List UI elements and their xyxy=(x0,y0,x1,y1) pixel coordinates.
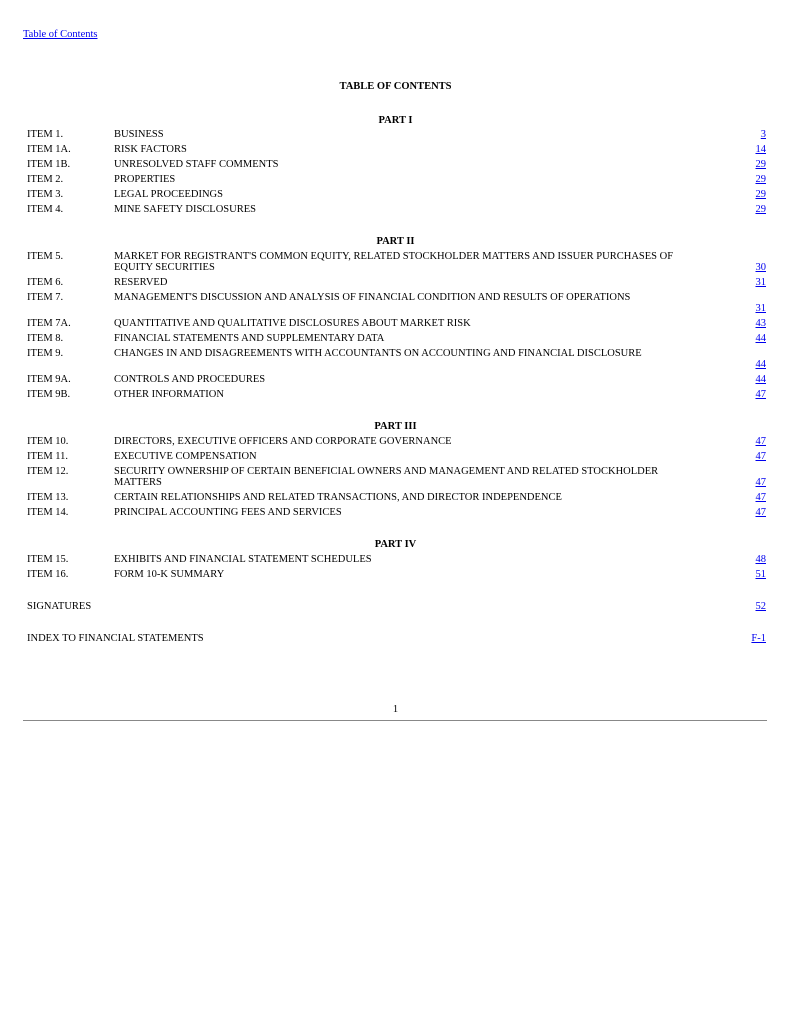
item-number: ITEM 15. xyxy=(27,554,69,565)
item-number: ITEM 1. xyxy=(27,129,64,140)
part-iv-heading: PART IV xyxy=(374,539,417,550)
page-link[interactable]: 47 xyxy=(755,389,766,400)
page-link[interactable]: 30 xyxy=(755,262,766,273)
page-number: 1 xyxy=(392,704,399,715)
item-title: BUSINESS xyxy=(114,129,164,140)
item-title: MANAGEMENT'S DISCUSSION AND ANALYSIS OF FINANCIAL CONDITION AND RESULTS OF OPERATIONS xyxy=(114,292,631,303)
page-link[interactable]: 47 xyxy=(755,492,766,503)
page-link[interactable]: 44 xyxy=(755,333,766,344)
item-title: RESERVED xyxy=(114,277,168,288)
item-number: ITEM 4. xyxy=(27,204,64,215)
item-title: PROPERTIES xyxy=(114,174,176,185)
page-link[interactable]: 47 xyxy=(755,507,766,518)
item-title: CERTAIN RELATIONSHIPS AND RELATED TRANSACTIONS, AND DIRECTOR INDEPENDENCE xyxy=(114,492,562,503)
item-title: EXECUTIVE COMPENSATION xyxy=(114,451,257,462)
page-link[interactable]: 48 xyxy=(755,554,766,565)
item-number: ITEM 14. xyxy=(27,507,69,518)
page-link[interactable]: 47 xyxy=(755,436,766,447)
item-title: SECURITY OWNERSHIP OF CERTAIN BENEFICIAL OWNERS AND MANAGEMENT AND RELATED STOCKHOLDER MATTERS xyxy=(114,466,659,488)
part-iii-heading: PART III xyxy=(374,421,417,432)
item-title: QUANTITATIVE AND QUALITATIVE DISCLOSURES ABOUT MARKET RISK xyxy=(114,318,471,329)
page-link[interactable]: 31 xyxy=(755,277,766,288)
item-title: UNRESOLVED STAFF COMMENTS xyxy=(114,159,279,170)
item-title: FINANCIAL STATEMENTS AND SUPPLEMENTARY DATA xyxy=(114,333,385,344)
page-link[interactable]: 43 xyxy=(755,318,766,329)
page-title: TABLE OF CONTENTS xyxy=(339,81,452,92)
item-title: RISK FACTORS xyxy=(114,144,187,155)
item-number: ITEM 11. xyxy=(27,451,69,462)
item-number: ITEM 3. xyxy=(27,189,64,200)
item-title: FORM 10-K SUMMARY xyxy=(114,569,225,580)
item-title: CHANGES IN AND DISAGREEMENTS WITH ACCOUNTANTS ON ACCOUNTING AND FINANCIAL DISCLOSURE xyxy=(114,348,642,359)
item-number: ITEM 9. xyxy=(27,348,64,359)
item-number: ITEM 7. xyxy=(27,292,64,303)
page-link[interactable]: 29 xyxy=(755,174,766,185)
item-number: ITEM 7A. xyxy=(27,318,71,329)
item-number: ITEM 5. xyxy=(27,251,64,262)
part-ii-heading: PART II xyxy=(376,236,415,247)
footer-divider xyxy=(23,720,767,721)
item-number: ITEM 10. xyxy=(27,436,69,447)
page-link[interactable]: 52 xyxy=(755,601,766,612)
item-title: PRINCIPAL ACCOUNTING FEES AND SERVICES xyxy=(114,507,342,518)
item-title: DIRECTORS, EXECUTIVE OFFICERS AND CORPORATE GOVERNANCE xyxy=(114,436,452,447)
page-link[interactable]: 29 xyxy=(755,159,766,170)
item-number: ITEM 8. xyxy=(27,333,64,344)
item-title: LEGAL PROCEEDINGS xyxy=(114,189,223,200)
part-i-heading: PART I xyxy=(378,115,413,126)
item-number: ITEM 16. xyxy=(27,569,69,580)
page-link[interactable]: 47 xyxy=(755,451,766,462)
page-link[interactable]: 14 xyxy=(755,144,766,155)
table-of-contents-link[interactable]: Table of Contents xyxy=(23,29,98,40)
item-number: ITEM 1B. xyxy=(27,159,71,170)
page-link[interactable]: F-1 xyxy=(751,633,766,644)
page-link[interactable]: 51 xyxy=(755,569,766,580)
signatures-label: SIGNATURES xyxy=(27,601,92,612)
page-link[interactable]: 47 xyxy=(755,477,766,488)
page-link[interactable]: 44 xyxy=(755,374,766,385)
page-link[interactable]: 29 xyxy=(755,189,766,200)
page-link[interactable]: 44 xyxy=(755,359,766,370)
item-title: MARKET FOR REGISTRANT'S COMMON EQUITY, RELATED STOCKHOLDER MATTERS AND ISSUER PURCHASES OF EQUITY SECURITIES xyxy=(114,251,674,273)
item-title: OTHER INFORMATION xyxy=(114,389,224,400)
item-number: ITEM 13. xyxy=(27,492,69,503)
page-link[interactable]: 29 xyxy=(755,204,766,215)
page-link[interactable]: 31 xyxy=(755,303,766,314)
item-title: CONTROLS AND PROCEDURES xyxy=(114,374,266,385)
item-number: ITEM 9B. xyxy=(27,389,71,400)
item-title: EXHIBITS AND FINANCIAL STATEMENT SCHEDULES xyxy=(114,554,372,565)
item-number: ITEM 2. xyxy=(27,174,64,185)
item-title: MINE SAFETY DISCLOSURES xyxy=(114,204,256,215)
index-label: INDEX TO FINANCIAL STATEMENTS xyxy=(27,633,204,644)
item-number: ITEM 6. xyxy=(27,277,64,288)
item-number: ITEM 1A. xyxy=(27,144,71,155)
item-number: ITEM 9A. xyxy=(27,374,71,385)
page-link[interactable]: 3 xyxy=(760,129,766,140)
item-number: ITEM 12. xyxy=(27,466,69,477)
